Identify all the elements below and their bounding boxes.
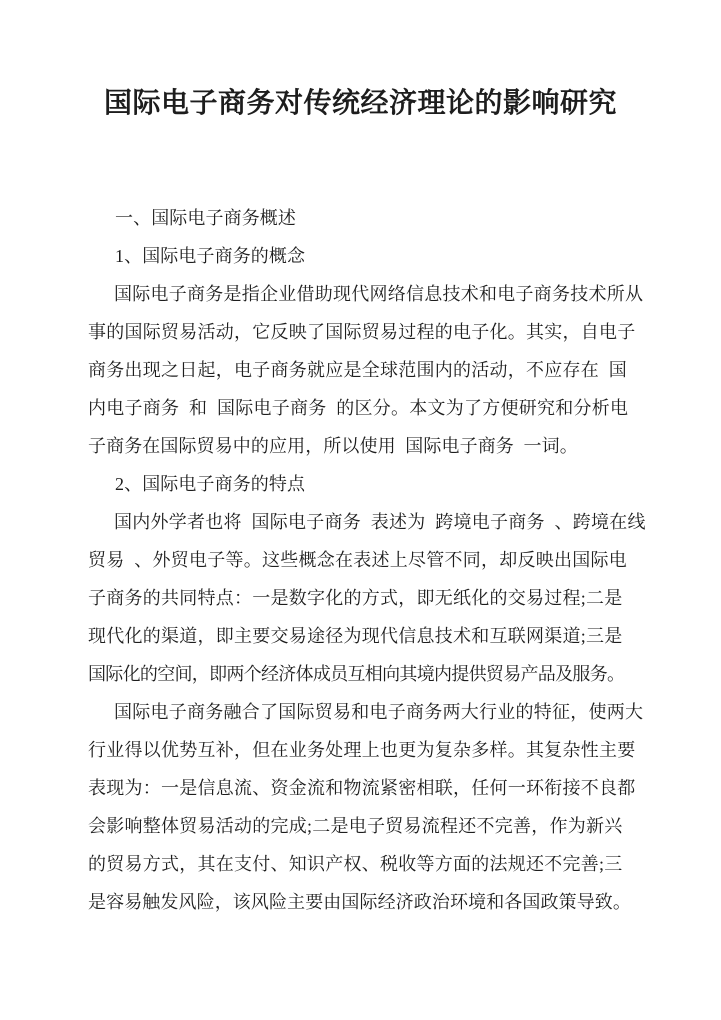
text-line: 的贸易方式，其在支付、知识产权、税收等方面的法规还不完善;三 — [88, 854, 623, 874]
document-title: 国际电子商务对传统经济理论的影响研究 — [103, 88, 617, 119]
text-line: 行业得以优势互补，但在业务处理上也更为复杂多样。其复杂性主要 — [88, 740, 636, 760]
text-line: 会影响整体贸易活动的完成;二是电子贸易流程还不完善，作为新兴 — [88, 816, 623, 836]
text-line: 现代化的渠道，即主要交易途径为现代信息技术和互联网渠道;三是 — [88, 626, 623, 646]
text-line: 是容易触发风险，该风险主要由国际经济政治环境和各国政策导致。 — [88, 892, 631, 912]
text-line: 国际化的空间，即两个经济体成员互相向其境内提供贸易产品及服务。 — [88, 664, 625, 684]
text-line: 子商务的共同特点：一是数字化的方式，即无纸化的交易过程;二是 — [88, 588, 623, 608]
text-line: 国内外学者也将 国际电子商务 表述为 跨境电子商务 、跨境在线 — [114, 512, 646, 532]
text-line: 商务出现之日起，电子商务就应是全球范围内的活动，不应存在 国 — [88, 360, 627, 380]
heading-line: 2、国际电子商务的特点 — [115, 474, 306, 494]
text-line: 内电子商务 和 国际电子商务 的区分。本文为了方便研究和分析电 — [88, 398, 629, 418]
document-body — [88, 199, 646, 921]
heading-line: 1、国际电子商务的概念 — [115, 246, 306, 266]
text-line: 事的国际贸易活动，它反映了国际贸易过程的电子化。其实，自电子 — [88, 322, 636, 342]
text-line: 国际电子商务融合了国际贸易和电子商务两大行业的特征，使两大 — [114, 702, 644, 722]
heading-line: 一、国际电子商务概述 — [115, 208, 296, 228]
text-line: 子商务在国际贸易中的应用，所以使用 国际电子商务 一词。 — [88, 436, 578, 456]
text-line: 国际电子商务是指企业借助现代网络信息技术和电子商务技术所从 — [114, 284, 644, 304]
text-line: 贸易 、外贸电子等。这些概念在表述上尽管不同，却反映出国际电 — [88, 550, 627, 570]
text-line: 表现为：一是信息流、资金流和物流紧密相联，任何一环衔接不良都 — [88, 778, 636, 798]
